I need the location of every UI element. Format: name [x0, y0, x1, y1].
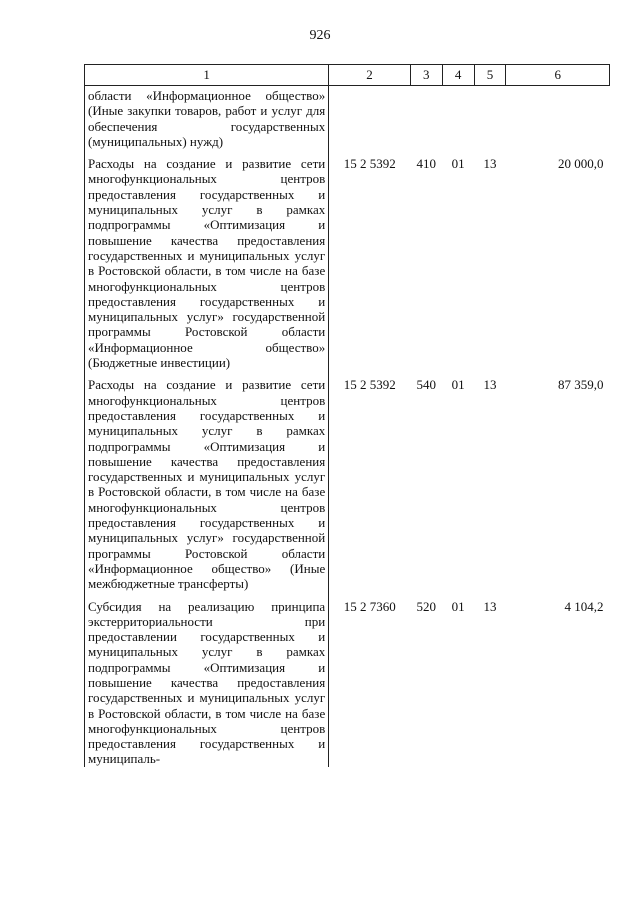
column-header-3: 3 [410, 65, 442, 86]
row-description: Расходы на создание и развитие сети многофункциональных центров предоставления государственных и муниципальных услуг в рамках подпрограммы «Оптимизация и повышение качества предоставления государственных и муниципальных услуг в Ростовской области, в том числе на базе многофункциональных центров предоставления государственных и муниципальных услуг» государственной программы Ростовской области «Информационное общество» (Бюджетные инвестиции) [85, 149, 329, 370]
row-subsection: 13 [483, 598, 497, 614]
row-amount: 4 104,2 [564, 598, 604, 614]
table-row [85, 86, 610, 150]
row-subsection: 13 [483, 156, 497, 172]
row-description: Расходы на создание и развитие сети многофункциональных центров предоставления государственных и муниципальных услуг в рамках подпрограммы «Оптимизация и повышение качества предоставления государственных и муниципальных услуг в Ростовской области, в том числе на базе многофункциональных центров предоставления государственных и муниципальных услуг» государственной программы Ростовской области «Информационное общество» (Иные межбюджетные трансферты) [85, 370, 329, 591]
column-header-4: 4 [442, 65, 474, 86]
table-row [85, 370, 610, 591]
row-target-code: 15 2 7360 [343, 598, 396, 614]
row-target-code: 15 2 5392 [343, 156, 396, 172]
column-header-6: 6 [506, 65, 610, 86]
row-expense-type: 410 [416, 156, 437, 172]
table-row [85, 592, 610, 767]
row-section [442, 86, 474, 150]
row-section: 01 [451, 598, 465, 614]
row-target-code: 15 2 5392 [343, 377, 396, 393]
row-subsection [474, 86, 506, 150]
row-amount: 20 000,0 [558, 156, 604, 172]
row-amount: 87 359,0 [558, 377, 604, 393]
row-description: области «Информационное общество» (Иные закупки товаров, работ и услуг для обеспечения государственных (муниципальных) нужд) [85, 86, 329, 150]
row-section: 01 [451, 377, 465, 393]
budget-table [84, 64, 610, 767]
table-header [85, 65, 610, 86]
row-section: 01 [451, 156, 465, 172]
row-subsection: 13 [483, 377, 497, 393]
row-target-code [329, 86, 411, 150]
page-number: 926 [309, 28, 331, 43]
table-row [85, 149, 610, 370]
row-expense-type: 520 [416, 598, 437, 614]
row-expense-type [410, 86, 442, 150]
column-header-2: 2 [329, 65, 411, 86]
row-amount [506, 86, 610, 150]
column-header-5: 5 [474, 65, 506, 86]
column-header-1: 1 [85, 65, 329, 86]
row-expense-type: 540 [416, 377, 437, 393]
row-description: Субсидия на реализацию принципа экстерриториальности при предоставлении государственных и муниципальных услуг в рамках подпрограммы «Оптимизация и повышение качества предоставления государственных и муниципальных услуг в Ростовской области, в том числе на базе многофункциональных центров предоставления государственных и муниципаль- [85, 592, 329, 767]
